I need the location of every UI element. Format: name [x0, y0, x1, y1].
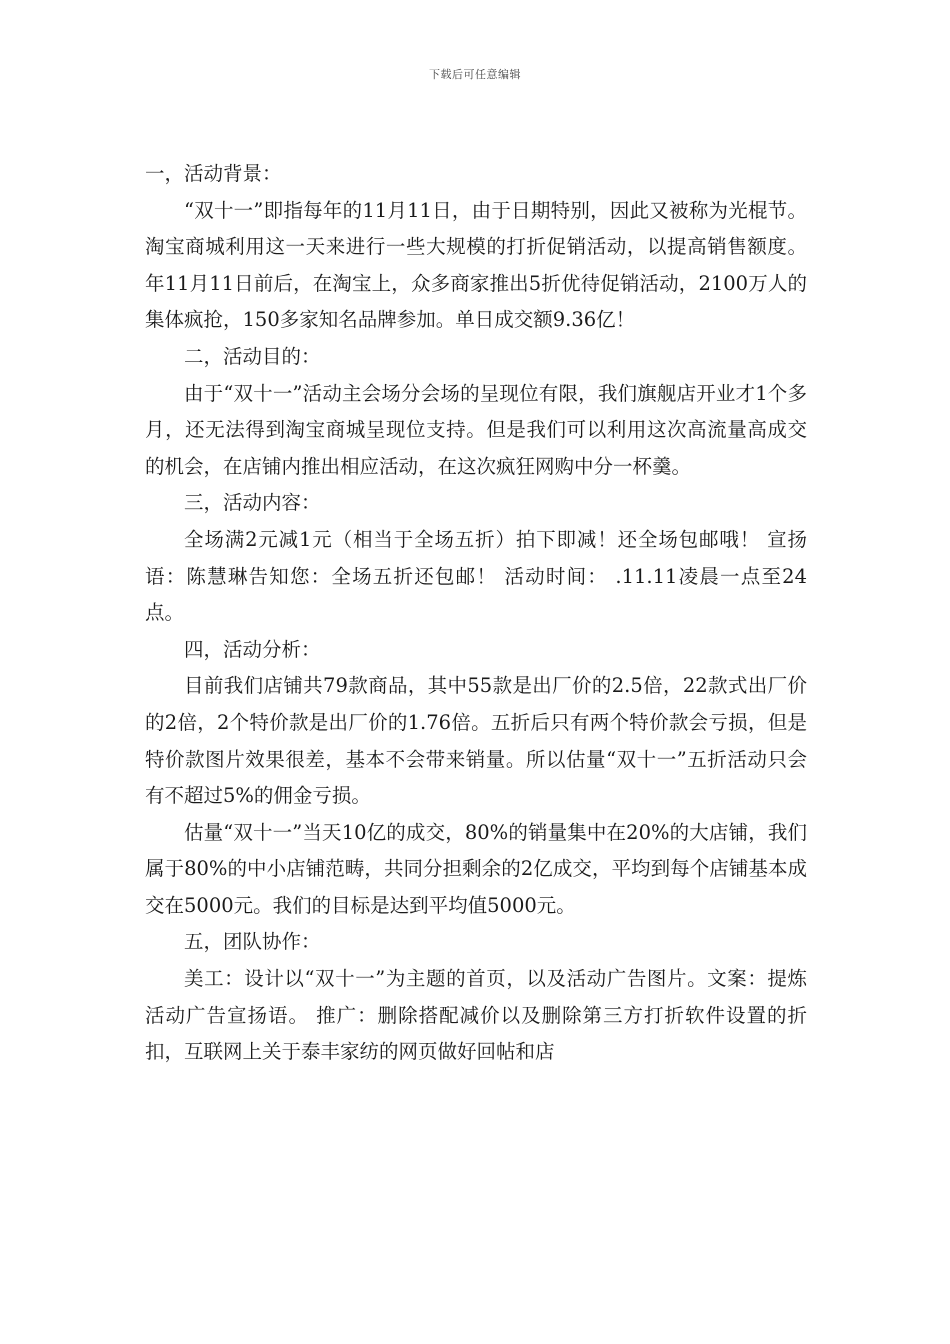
section-heading-content: 三，活动内容：	[184, 491, 321, 515]
document-body	[145, 156, 807, 1071]
paragraph-purpose: 由于“双十一”活动主会场分会场的呈现位有限，我们旗舰店开业才1个多月，还无法得到淘宝商城呈现位支持。但是我们可以利用这次高流量高成交的机会，在店铺内推出相应活动，在这次疯狂网购中分一杯羹。	[145, 381, 807, 478]
section-heading-analysis: 四，活动分析：	[184, 637, 321, 661]
section-heading-team: 五，团队协作：	[184, 930, 321, 954]
section-heading-purpose: 二，活动目的：	[184, 344, 321, 368]
paragraph-team: 美工：设计以“双十一”为主题的首页，以及活动广告图片。文案：提炼活动广告宣扬语。 推广：删除搭配减价以及删除第三方打折软件设置的折扣，互联网上关于泰丰家纺的网页做好回帖和店	[145, 967, 807, 1064]
paragraph-analysis-2: 估量“双十一”当天10亿的成交，80%的销量集中在20%的大店铺，我们属于80%的中小店铺范畴，共同分担剩余的2亿成交，平均到每个店铺基本成交在5000元。我们的目标是达到平均值5000元。	[145, 820, 807, 917]
paragraph-content: 全场满2元减1元（相当于全场五折）拍下即减！还全场包邮哦！ 宣扬语：陈慧琳告知您：全场五折还包邮！ 活动时间： .11.11凌晨一点至24点。	[145, 527, 807, 625]
section-heading-background: 一，活动背景：	[145, 162, 282, 185]
paragraph-background: “双十一”即指每年的11月11日，由于日期特别，因此又被称为光棍节。淘宝商城利用这一天来进行一些大规模的打折促销活动，以提高销售额度。 年11月11日前后，在淘宝上，众多商家推出5折优待促销活动，2100万人的集体疯抢，150多家知名品牌参加。单日成交额9.36亿！	[145, 198, 807, 332]
paragraph-analysis-1: 目前我们店铺共79款商品，其中55款是出厂价的2.5倍，22款式出厂价的2倍，2个特价款是出厂价的1.76倍。五折后只有两个特价款会亏损，但是特价款图片效果很差，基本不会带来销量。所以估量“双十一”五折活动只会有不超过5%的佣金亏损。	[145, 674, 807, 808]
page-header: 下载后可任意编辑	[429, 68, 521, 81]
